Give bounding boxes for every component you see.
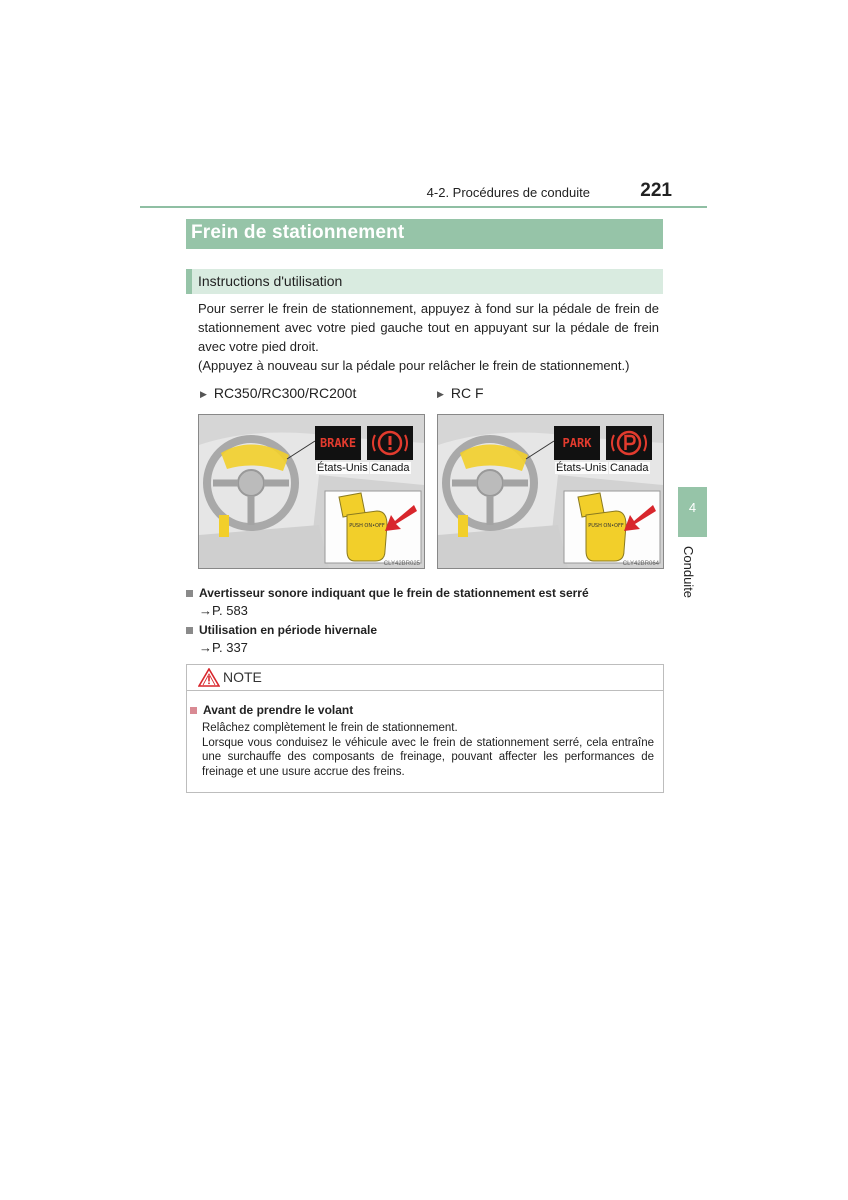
note-line-1: Relâchez complètement le frein de stationnement. [202, 722, 458, 734]
park-warning-lamp-canada [606, 426, 652, 460]
page-number: 221 [640, 180, 672, 201]
page-title: Frein de stationnement [191, 222, 405, 243]
model-label-text: RC350/RC300/RC200t [213, 385, 357, 401]
pedal-label: PUSH ON•OFF [349, 523, 385, 529]
instructions-text: Pour serrer le frein de stationnement, appuyez à fond sur la pédale de frein de stationnement avec votre pied gauche tout en appuyant sur la pédale de frein avec votre pied droit. [198, 301, 659, 354]
model-label-rc350 [200, 385, 356, 401]
note-subtitle [190, 703, 353, 717]
page-reference-link[interactable]: →P. 583 [199, 603, 248, 618]
chapter-number: 4 [688, 500, 697, 515]
triangle-bullet-icon: ▶ [200, 389, 207, 399]
subsection-title: Instructions d'utilisation [198, 273, 343, 289]
model-label-rcf [437, 385, 484, 401]
model-label-text: RC F [450, 385, 484, 401]
note-header-divider [187, 690, 663, 691]
park-warning-lamp-us [554, 426, 600, 460]
page-reference-link[interactable]: →P. 337 [199, 640, 248, 655]
p-circle-icon [606, 426, 652, 460]
parking-brake-illustration-rc350 [198, 414, 425, 569]
note-title: Utilisation en période hivernale [199, 623, 378, 637]
note-label: NOTE [223, 669, 262, 685]
caption-us: États-Unis [556, 462, 607, 474]
parking-brake-pedal [347, 511, 387, 561]
parking-brake-pedal [586, 511, 626, 561]
subsection-accent [186, 269, 192, 294]
chapter-label: Conduite [681, 546, 696, 599]
brake-indicator-text: BRAKE [319, 436, 357, 450]
note-line-2: Lorsque vous conduisez le véhicule avec le frein de stationnement serré, cela entraîne une surchauffe des composants de freinage, pouvant affecter les performances de freinage et une usure accrue des freins. [202, 736, 654, 778]
brake-warning-lamp-canada [367, 426, 413, 460]
figure-code: CLY42BR025 [383, 561, 420, 567]
figure-code: CLY42BR064 [622, 561, 659, 567]
note-body [202, 721, 654, 779]
square-bullet-icon [186, 627, 193, 634]
note-title: Avertisseur sonore indiquant que le frein de stationnement est serré [199, 586, 589, 600]
note-subtitle-text: Avant de prendre le volant [203, 703, 354, 717]
header-rule [140, 206, 707, 208]
instructions-release-text: (Appuyez à nouveau sur la pédale pour relâcher le frein de stationnement.) [198, 358, 630, 373]
square-bullet-icon [190, 707, 197, 714]
instructions-paragraph [198, 299, 659, 375]
caption-us: États-Unis [317, 462, 368, 474]
note-winter-use [186, 623, 377, 637]
park-indicator-text: PARK [562, 436, 592, 450]
note-horn-warning [186, 586, 589, 600]
caption-canada: Canada [371, 462, 410, 474]
brake-warning-lamp-us [315, 426, 361, 460]
parking-brake-illustration-rcf [437, 414, 664, 569]
caption-canada: Canada [610, 462, 649, 474]
pedal-label: PUSH ON•OFF [588, 523, 624, 529]
exclamation-circle-icon [367, 426, 413, 460]
warning-triangle-icon [198, 668, 220, 692]
triangle-bullet-icon: ▶ [437, 389, 444, 399]
square-bullet-icon [186, 590, 193, 597]
running-header-section: 4-2. Procédures de conduite [426, 185, 590, 200]
